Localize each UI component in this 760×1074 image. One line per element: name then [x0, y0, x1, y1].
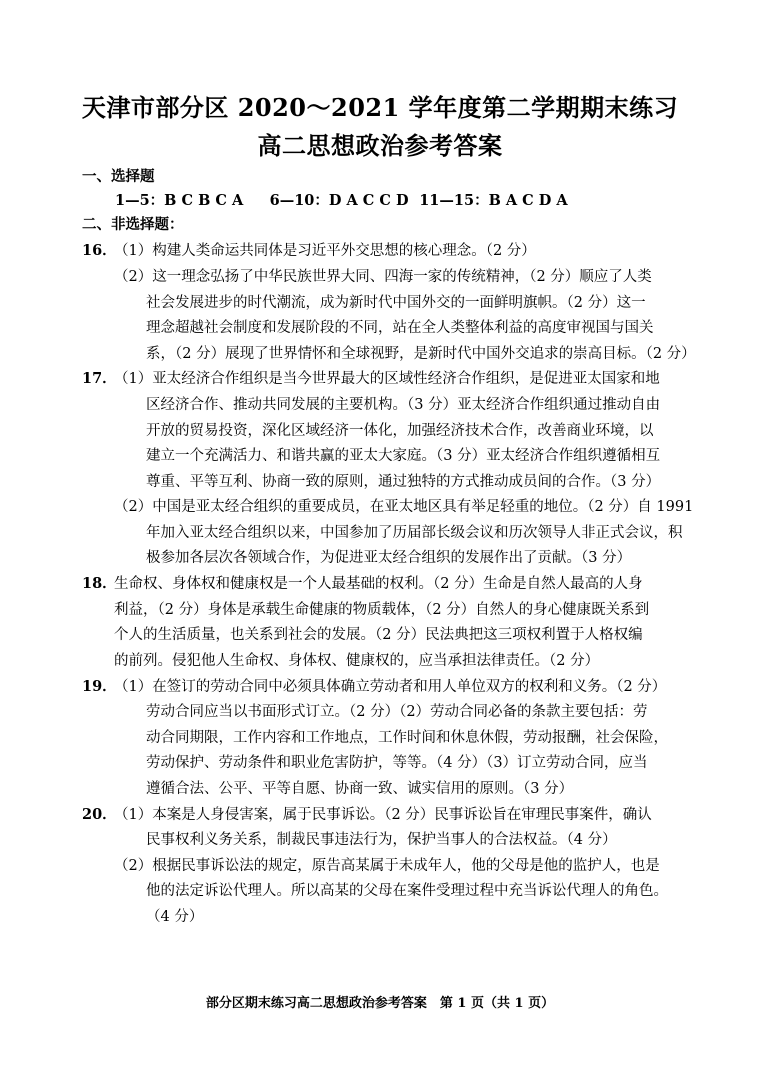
q16-line: （2）这一理念弘扬了中华民族世界大同、四海一家的传统精神，（2 分）顺应了人类: [114, 269, 652, 285]
q18-line: 生命权、身体权和健康权是一个人最基础的权利。（2 分）生命是自然人最高的人身: [114, 576, 643, 592]
q19-line: （1）在签订的劳动合同中必须具体确立劳动者和用人单位双方的权利和义务。（2 分）: [114, 679, 667, 695]
mc-answers: [115, 191, 568, 211]
q17-line: 极参加各层次各领域合作，为促进亚太经合组织的发展作出了贡献。（3 分）: [146, 550, 632, 566]
section2-heading: 二、非选择题：: [82, 216, 184, 233]
q20-line: 民事权利义务关系，制裁民事违法行为，保护当事人的合法权益。（4 分）: [146, 832, 617, 848]
q17-line: 开放的贸易投资，深化区域经济一体化，加强经济技术合作，改善商业环境，以: [146, 423, 654, 439]
q17-line: （1）亚太经济合作组织是当今世界最大的区域性经济合作组织，是促进亚太国家和地: [114, 371, 660, 387]
q17-line: 年加入亚太经合组织以来，中国参加了历届部长级会议和历次领导人非正式会议，积: [146, 525, 683, 541]
q20-line: （2）根据民事诉讼法的规定，原告高某属于未成年人，他的父母是他的监护人，也是: [114, 858, 660, 874]
q20-line: （4 分）: [146, 909, 204, 925]
q19-line: 劳动合同应当以书面形式订立。（2 分）（2）劳动合同必备的条款主要包括：劳: [146, 704, 648, 720]
q16-line: 系，（2 分）展现了世界情怀和全球视野，是新时代中国外交追求的崇高目标。（2 分）: [146, 346, 696, 362]
page-title-line1: 天津市部分区 2020～2021 学年度第二学期期末练习: [81, 93, 679, 122]
q17-line: （2）中国是亚太经合组织的重要成员，在亚太地区具有举足轻重的地位。（2 分）自 1991: [114, 499, 694, 515]
q19-line: 动合同期限，工作内容和工作地点，工作时间和休息休假，劳动报酬，社会保险，: [146, 730, 668, 746]
q17-number: 17．: [82, 370, 117, 387]
q16-line: 社会发展进步的时代潮流，成为新时代中国外交的一面鲜明旗帜。（2 分）这一: [146, 295, 646, 311]
q19-line: 遵循合法、公平、平等自愿、协商一致、诚实信用的原则。（3 分）: [146, 781, 574, 797]
q18-line: 的前列。侵犯他人生命权、身体权、健康权的，应当承担法律责任。（2 分）: [114, 653, 600, 669]
q20-line: （1）本案是人身侵害案，属于民事诉讼。（2 分）民事诉讼旨在审理民事案件，确认: [114, 807, 652, 823]
q18-line: 利益，（2 分）身体是承载生命健康的物质载体，（2 分）自然人的身心健康既关系到: [114, 602, 650, 618]
q16-number: 16．: [82, 242, 117, 259]
q19-number: 19．: [82, 678, 117, 695]
mc-answer-11-15: 11—15：B A C D A: [419, 192, 568, 209]
q17-line: 区经济合作、推动共同发展的主要机构。（3 分）亚太经济合作组织通过推动自由: [146, 397, 661, 413]
mc-answer-1-5: 1—5：B C B C A: [115, 192, 244, 209]
mc-answer-6-10: 6—10：D A C C D: [269, 192, 409, 209]
q19-line: 劳动保护、劳动条件和职业危害防护，等等。（4 分）（3）订立劳动合同，应当: [146, 755, 648, 771]
q20-number: 20．: [82, 806, 117, 823]
q16-line: （1）构建人类命运共同体是习近平外交思想的核心理念。（2 分）: [114, 243, 536, 259]
section1-heading: 一、选择题: [82, 168, 155, 185]
q18-number: 18．: [82, 575, 117, 592]
page-title-line2: 高二思想政治参考答案: [257, 131, 503, 160]
q20-line: 他的法定诉讼代理人。所以高某的父母在案件受理过程中充当诉讼代理人的角色。: [146, 883, 668, 899]
page-footer: 部分区期末练习高二思想政治参考答案 第 1 页（共 1 页）: [205, 996, 555, 1011]
q17-line: 建立一个充满活力、和谐共赢的亚太大家庭。（3 分）亚太经济合作组织遵循相互: [146, 448, 661, 464]
q18-line: 个人的生活质量，也关系到社会的发展。（2 分）民法典把这三项权利置于人格权编: [114, 627, 643, 643]
q16-line: 理念超越社会制度和发展阶段的不同，站在全人类整体利益的高度审视国与国关: [146, 320, 654, 336]
q17-line: 尊重、平等互利、协商一致的原则，通过独特的方式推动成员间的合作。（3 分）: [146, 474, 661, 490]
